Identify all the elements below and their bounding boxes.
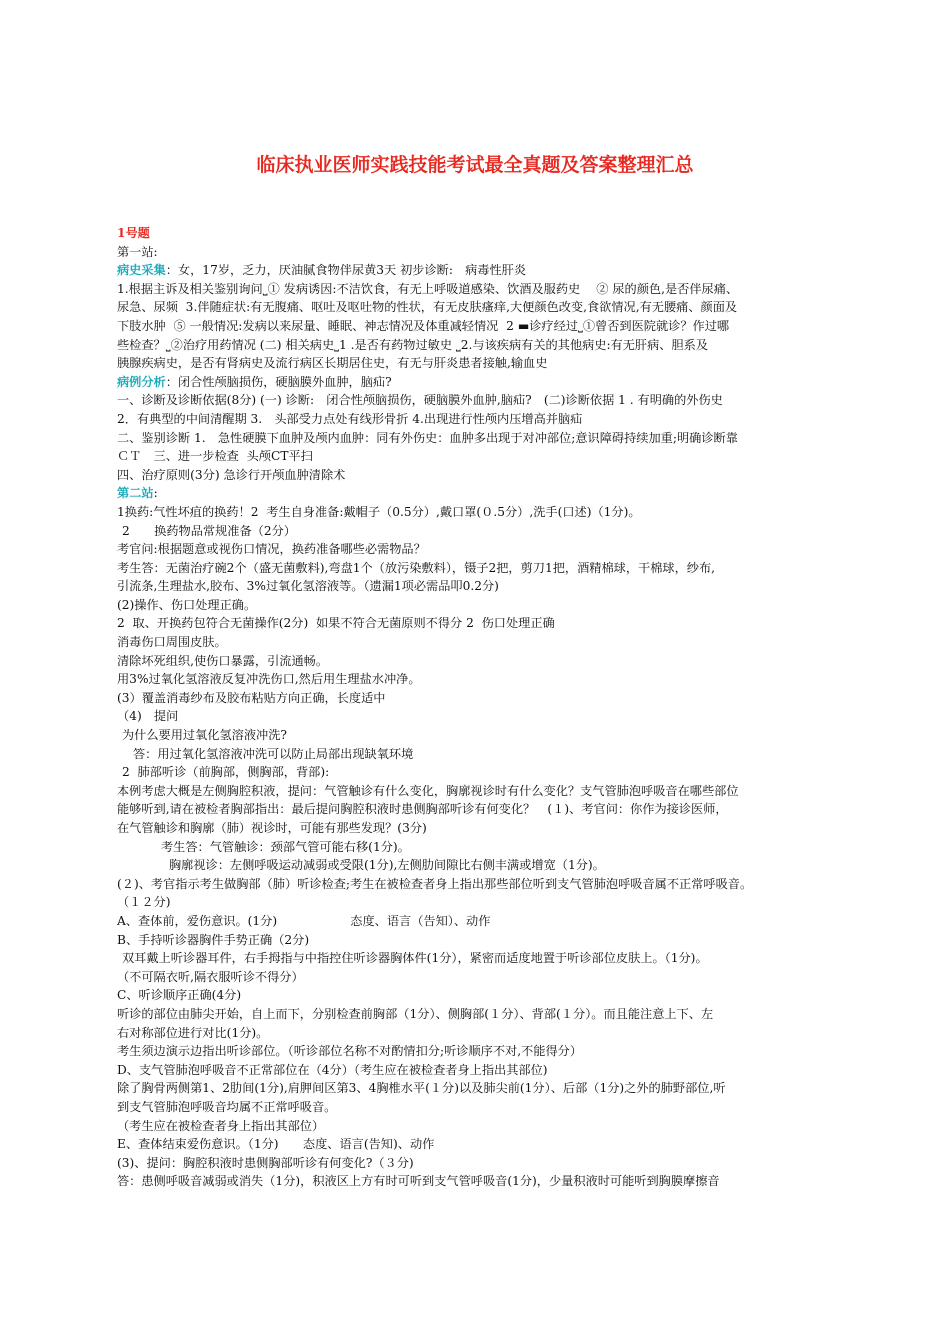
text-line: 2 取、开换药包符合无菌操作(2分) 如果不符合无菌原则不得分 2 伤口处理正确: [117, 616, 555, 631]
section-heading: 1号题: [117, 226, 150, 240]
case-label: 病例分析: [117, 374, 166, 389]
text-line: ＣＴ 三、进一步检查 头颅CT平扫: [117, 449, 313, 464]
text-line: 双耳戴上听诊器耳件，右手拇指与中指控住听诊器胸体件(1分），紧密而适度地置于听诊部位皮肤上。（1分)。: [122, 951, 708, 966]
text-line: 一、诊断及诊断依据(8分) (一) 诊断: 闭合性颅脑损伤，硬脑膜外血肿,脑疝? (二)诊断依据 1 . 有明确的外伤史: [117, 393, 723, 408]
station-one-label: 第一站:: [117, 244, 158, 259]
text-line: 清除坏死组织,使伤口暴露，引流通畅。: [117, 653, 329, 668]
text-line: 消毒伤口周围皮肤。: [117, 635, 227, 650]
document-title: 临床执业医师实践技能考试最全真题及答案整理汇总: [256, 154, 694, 176]
text-line: 用3%过氧化氢溶液反复冲洗伤口,然后用生理盐水冲净。: [117, 672, 421, 687]
text-line: (2)操作、伤口处理正确。: [117, 597, 257, 612]
text-line: 胰腺疾病史，是否有肾病史及流行病区长期居住史，有无与肝炎患者接触,输血史: [117, 356, 548, 371]
text-line: （１２分): [117, 895, 171, 910]
text-line: 胸廓视诊：左侧呼吸运动减弱或受限(1分),左侧肋间隙比右侧丰满或增宽（1分)。: [169, 858, 605, 873]
text-line: （4) 提问: [117, 709, 179, 724]
text-line: 答：患侧呼吸音减弱或消失（1分)，积液区上方有时可听到支气管呼吸音(1分)，少量积液时可能听到胸膜摩擦音: [117, 1174, 720, 1189]
text-line: （考生应在被检查者身上指出其部位）: [117, 1118, 325, 1133]
station-two-content: [117, 503, 852, 1191]
case-text: ：闭合性颅脑损伤，硬脑膜外血肿，脑疝?: [165, 374, 392, 389]
station-two-line: [117, 484, 852, 503]
text-line: 到支气管肺泡呼吸音均属不正常呼吸音。: [117, 1099, 337, 1114]
text-line: 二、鉴别诊断 1. 急性硬膜下血肿及颅内血肿：同有外伤史：血肿多出现于对冲部位;意识障碍持续加重;明确诊断靠: [117, 430, 738, 445]
text-line: C、听诊顺序正确(4分): [117, 988, 242, 1003]
text-line: 答：用过氧化氢溶液冲洗可以防止局部出现缺氧环境: [133, 746, 414, 761]
text-line: E、查体结束爱伤意识。（1分) 态度、语言(告知)、动作: [117, 1137, 435, 1152]
text-line: (２)、考官指示考生做胸部（肺）听诊检查;考生在被检查者身上指出那些部位听到支气管肺泡呼吸音属不正常呼吸音。: [117, 876, 753, 891]
text-line: (3）覆盖消毒纱布及胶布粘贴方向正确，长度适中: [117, 690, 386, 705]
text-line: 1.根据主诉及相关鉴别询问⎵① 发病诱因:不洁饮食，有无上呼吸道感染、饮酒及服药史 ② 尿的颜色,是否伴尿痛、: [117, 281, 739, 296]
text-line: 考生答：气管触诊：颈部气管可能右移(1分)。: [161, 839, 410, 854]
document-body: [117, 224, 852, 1191]
text-line: 在气管触诊和胸廓（肺）视诊时，可能有那些发现？(3分): [117, 821, 427, 835]
text-line: 右对称部位进行对比(1分)。: [117, 1025, 269, 1040]
text-line: 考生须边演示边指出听诊部位。（听诊部位名称不对酌情扣分;听诊顺序不对,不能得分）: [117, 1044, 583, 1059]
text-line: 2 换药物品常规准备（2分）: [122, 523, 296, 538]
station-two-colon: :: [153, 486, 158, 501]
history-line: [117, 261, 852, 280]
text-line: 尿急、尿频 3.伴随症状:有无腹痛、呕吐及呕吐物的性状，有无皮肤瘙痒,大便颜色改变,食欲情况,有无腰痛、颜面及: [117, 300, 738, 315]
text-line: (3)、提问：胸腔积液时患侧胸部听诊有何变化?（３分): [117, 1155, 414, 1170]
text-line: B、手持听诊器胸件手势正确（2分): [117, 932, 310, 947]
text-line: 四、治疗原则(3分) 急诊行开颅血肿清除术: [117, 467, 346, 482]
text-line: 2．有典型的中间清醒期 3. 头部受力点处有线形骨折 4.出现进行性颅内压增高并脑疝: [117, 411, 583, 426]
text-line: 本例考虑大概是左侧胸腔积液，提问：气管触诊有什么变化，胸廓视诊时有什么变化？支气管肺泡呼吸音在哪些部位: [117, 783, 739, 798]
station-two-label: 第二站: [117, 486, 154, 501]
text-line: 为什么要用过氧化氢溶液冲洗?: [122, 728, 287, 743]
text-line: 引流条,生理盐水,胶布、3%过氧化氢溶液等。（遗漏1项必需品叩0.2分): [117, 579, 499, 594]
text-line: 能够听到,请在被检者胸部指出：最后提问胸腔积液时患侧胸部听诊有何变化？ (１)、考官问：你作为接诊医师，: [117, 802, 728, 817]
text-line: A、查体前，爱伤意识。(1分) 态度、语言（告知）、动作: [117, 913, 491, 928]
text-line: （不可隔衣听,隔衣服听诊不得分）: [117, 969, 304, 984]
text-line: 除了胸骨两侧第1、2肋间(1分),肩胛间区第3、4胸椎水平(１分)以及肺尖前(1分）、后部（1分)之外的肺野部位,听: [117, 1081, 726, 1096]
text-line: 考生答：无菌治疗碗2个（盛无菌敷料),弯盘1个（放污染敷料），镊子2把，剪刀1把，酒精棉球，干棉球，纱布,: [117, 560, 716, 575]
text-line: 考官问:根据题意或视伤口情况，换药准备哪些必需物品？: [117, 542, 426, 557]
text-line: 1换药:气性坏疽的换药！2 考生自身准备:戴帽子（0.5分）,戴口罩(０.5分）,洗手(口述)（1分)。: [117, 504, 641, 519]
case-line: [117, 373, 852, 392]
text-line: D、支气管肺泡呼吸音不正常部位在（4分）（考生应在被检查者身上指出其部位): [117, 1062, 548, 1077]
text-line: 些检查？⎵②治疗用药情况 (二) 相关病史⎵1 .是否有药物过敏史 ⎵2.与该疾病有关的其他病史:有无肝病、胆系及: [117, 337, 709, 352]
history-text: ：女，17岁，乏力，厌油腻食物伴尿黄3天 初步诊断: 病毒性肝炎: [165, 263, 527, 278]
text-line: 2 肺部听诊（前胸部，侧胸部，背部):: [122, 765, 330, 780]
history-label: 病史采集: [117, 263, 166, 278]
text-line: 听诊的部位由肺尖开始，自上而下，分别检查前胸部（1分）、侧胸部(１分）、背部(１分）。而且能注意上下、左: [117, 1006, 714, 1021]
text-line: 下肢水肿 ⑤ 一般情况:发病以来尿量、睡眠、神志情况及体重减轻情况 2 ▬诊疗经过⎵①曾否到医院就诊？作过哪: [117, 318, 730, 333]
